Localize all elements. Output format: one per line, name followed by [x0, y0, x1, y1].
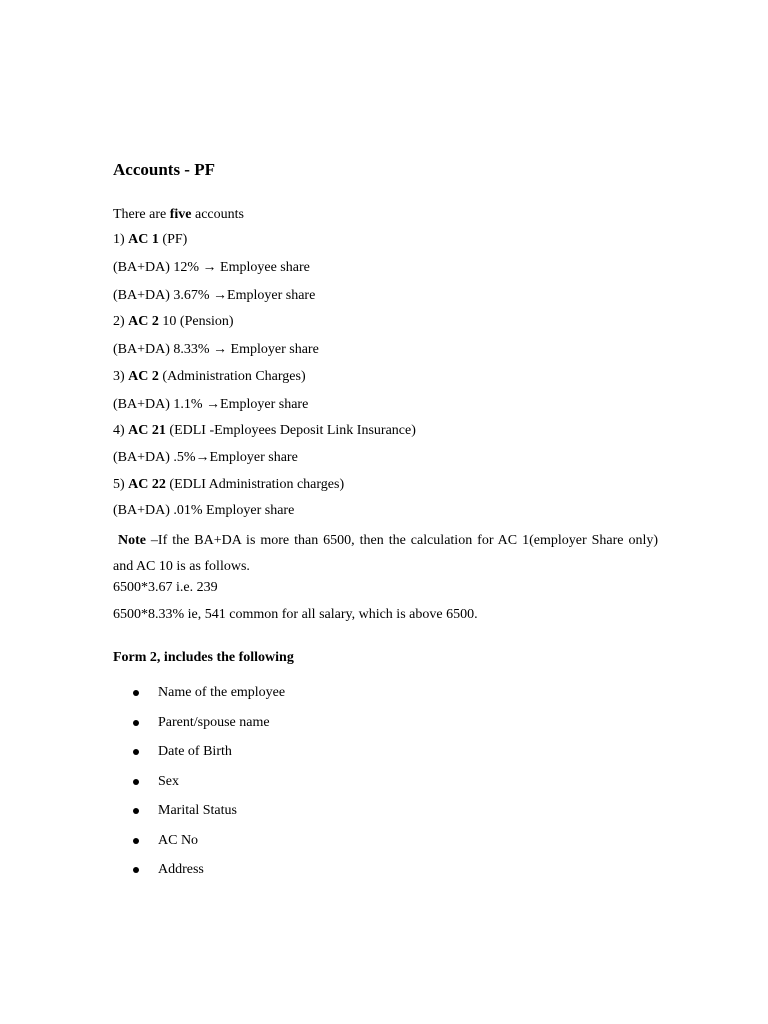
rate-line: [113, 396, 308, 414]
line-bold: AC 2: [128, 369, 159, 384]
line-bold: AC 2: [128, 314, 159, 329]
line-text: (EDLI Administration charges): [165, 477, 345, 492]
form-items-list: [113, 684, 285, 891]
line-text: (Administration Charges): [158, 369, 306, 384]
list-item-label: Date of Birth: [158, 744, 232, 759]
list-item: [113, 861, 285, 891]
intro-bold: five: [169, 207, 192, 222]
line-text: (BA+DA) 1.1% →Employer share: [113, 397, 309, 412]
list-item: [113, 684, 285, 714]
line-text: 1): [113, 232, 129, 247]
bullet-icon: [133, 749, 139, 755]
account-line: [113, 476, 344, 494]
note-text: –If the BA+DA is more than 6500, then the calculation for AC 1(employer Share only) and AC 10 is as follows.: [113, 533, 658, 574]
intro-after: accounts: [191, 207, 244, 222]
bullet-icon: [133, 690, 139, 696]
rate-line: [113, 287, 315, 305]
line-text: (BA+DA) 8.33% → Employer share: [113, 342, 319, 357]
line-text: 6500*3.67 i.e. 239: [113, 580, 218, 595]
rate-line: [113, 259, 310, 277]
line-text: (PF): [158, 232, 188, 247]
account-line: [113, 422, 416, 440]
line-bold: AC 21: [128, 423, 166, 438]
bullet-icon: [133, 779, 139, 785]
line-text: 3): [113, 369, 129, 384]
list-item: [113, 802, 285, 832]
list-item-label: Sex: [158, 773, 179, 789]
calc-line: [113, 606, 478, 624]
line-text: 6500*8.33% ie, 541 common for all salary, which is above 6500.: [113, 607, 478, 622]
rate-line: [113, 449, 298, 467]
list-item: [113, 714, 285, 744]
line-text: (BA+DA) 3.67% →Employer share: [113, 288, 316, 303]
list-item-label: Parent/spouse name: [158, 714, 270, 730]
list-item: [113, 773, 285, 803]
form-heading: Form 2, includes the following: [113, 650, 294, 665]
account-line: [113, 231, 187, 249]
bullet-icon: [133, 808, 139, 814]
list-item-label: AC No: [158, 832, 199, 848]
calc-line: [113, 579, 218, 597]
rate-line: [113, 341, 319, 359]
account-line: [113, 313, 234, 331]
line-text: 2): [113, 314, 129, 329]
line-text: (BA+DA) .01% Employer share: [113, 503, 295, 518]
bullet-icon: [133, 867, 139, 873]
line-bold: AC 22: [128, 477, 166, 492]
line-text: (BA+DA) 12% → Employee share: [113, 260, 310, 275]
page-title: Accounts - PF: [113, 160, 215, 179]
line-text: (BA+DA) .5%→Employer share: [113, 450, 298, 465]
intro-line: [113, 206, 244, 224]
line-text: (EDLI -Employees Deposit Link Insurance): [165, 423, 416, 438]
line-text: 5): [113, 477, 129, 492]
account-line: [113, 368, 306, 386]
list-item-label: Address: [158, 862, 204, 877]
list-item-label: Name of the employee: [158, 685, 286, 700]
rate-line: [113, 502, 294, 520]
line-text: 4): [113, 423, 129, 438]
bullet-icon: [133, 720, 139, 726]
intro-before: There are: [113, 207, 170, 222]
line-text: 10 (Pension): [158, 314, 234, 329]
note-label: Note: [117, 533, 146, 548]
list-item: [113, 832, 285, 862]
line-bold: AC 1: [128, 232, 159, 247]
list-item: [113, 743, 285, 773]
note-paragraph: [113, 528, 658, 580]
bullet-icon: [133, 838, 139, 844]
list-item-label: Marital Status: [158, 803, 237, 818]
